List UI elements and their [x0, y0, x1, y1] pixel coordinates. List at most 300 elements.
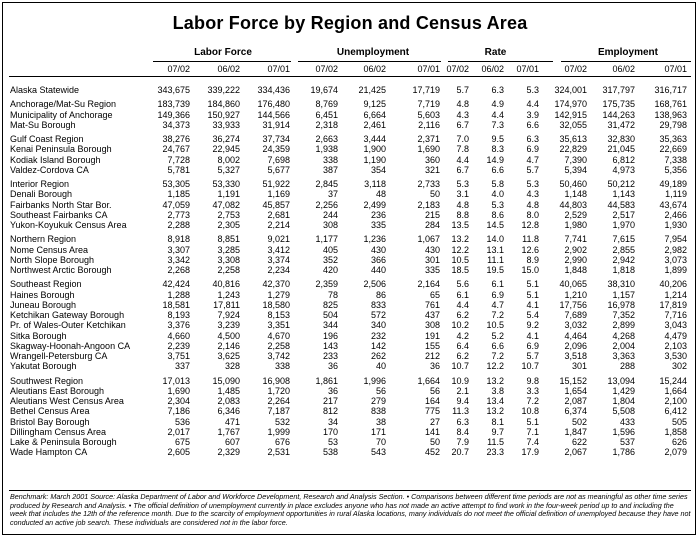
- area-name: Wade Hampton CA: [10, 447, 88, 458]
- rate-value: 17.9: [521, 447, 539, 458]
- labor-force-value: 2,264: [267, 396, 290, 406]
- employment-value: 1,786: [612, 447, 635, 458]
- labor-force-value: 7,924: [217, 310, 240, 320]
- employment-value: 2,902: [564, 244, 587, 255]
- rate-value: 4.4: [456, 299, 469, 310]
- employment-value: 31,472: [607, 119, 635, 130]
- rate-value: 23.3: [486, 447, 504, 458]
- employment-value: 302: [671, 361, 687, 372]
- unemployment-value: 155: [424, 340, 440, 351]
- labor-force-value: 2,329: [217, 447, 240, 458]
- employment-value: 626: [671, 437, 687, 447]
- rate-value: 5.3: [526, 179, 539, 189]
- labor-force-value: 1,690: [167, 385, 190, 396]
- unemployment-value: 40: [375, 361, 386, 372]
- unemployment-value: 17,719: [412, 85, 440, 95]
- unemployment-value: 321: [424, 164, 440, 175]
- rate-value: 11.8: [522, 234, 539, 245]
- unemployment-value: 143: [322, 340, 338, 351]
- area-name: Alaska Statewide: [10, 85, 80, 95]
- period-header-rate: 07/01: [516, 64, 539, 74]
- rate-value: 3.8: [491, 385, 504, 396]
- period-header-employment: 06/02: [612, 64, 635, 74]
- labor-force-value: 18,581: [162, 299, 190, 310]
- employment-value: 32,055: [559, 119, 587, 130]
- area-name: North Slope Borough: [10, 254, 95, 265]
- rate-value: 11.5: [487, 437, 504, 447]
- employment-value: 3,363: [612, 351, 635, 361]
- unemployment-value: 2,506: [363, 279, 386, 290]
- employment-value: 3,032: [564, 320, 587, 331]
- labor-force-value: 532: [274, 416, 290, 427]
- area-name: Skagway-Hoonah-Angoon CA: [10, 340, 131, 351]
- rate-value: 4.1: [526, 299, 539, 310]
- unemployment-value: 308: [424, 320, 440, 331]
- employment-value: 502: [571, 416, 587, 427]
- employment-value: 142,915: [554, 109, 587, 120]
- unemployment-value: 360: [424, 154, 440, 165]
- unemployment-value: 6,451: [315, 109, 338, 120]
- unemployment-value: 53: [327, 437, 338, 447]
- table-row: [3, 447, 697, 457]
- rate-value: 7.9: [456, 437, 469, 447]
- rate-value: 5.3: [456, 179, 469, 189]
- labor-force-value: 2,083: [217, 396, 240, 406]
- employment-value: 2,982: [664, 244, 687, 255]
- employment-value: 1,119: [665, 189, 687, 200]
- rate-value: 6.6: [491, 340, 504, 351]
- employment-value: 324,001: [554, 85, 587, 95]
- period-header-employment: 07/02: [564, 64, 587, 74]
- employment-value: 1,858: [664, 426, 687, 437]
- footnote: Benchmark: March 2001 Source: Alaska Department of Labor and Workforce Development, Research and Analysis Section. • Comparisons between different time periods are not as meaningful as other time series produced by Research and Analysis. • The official definition of unemployment currently in place excludes anyone who has not made an active attempt to find work in the four-week period up to and including the week that includes the 12th of the reference month. Due to the scarcity of employment opportunities in rural Alaska locations, many individuals do not meet the official definition of unemployed because they have not conducted an active job search. These individuals are considered not in the labor force.: [10, 492, 691, 527]
- employment-value: 1,848: [564, 265, 587, 275]
- unemployment-value: 217: [322, 396, 338, 406]
- period-header-rate: 06/02: [481, 64, 504, 74]
- labor-force-value: 51,922: [262, 179, 290, 189]
- labor-force-value: 4,500: [217, 330, 240, 341]
- area-name: Northwest Arctic Borough: [10, 265, 112, 275]
- unemployment-value: 34: [327, 416, 338, 427]
- unemployment-value: 21,425: [358, 85, 386, 95]
- rate-value: 12.2: [451, 244, 469, 255]
- rate-value: 6.1: [491, 279, 504, 290]
- rate-value: 10.5: [451, 254, 469, 265]
- unemployment-value: 335: [424, 265, 440, 275]
- unemployment-value: 65: [429, 289, 440, 300]
- rate-value: 15.0: [521, 265, 539, 275]
- unemployment-value: 1,938: [315, 144, 338, 155]
- labor-force-value: 24,767: [162, 144, 190, 155]
- employment-value: 38,310: [607, 279, 635, 290]
- unemployment-value: 70: [375, 437, 386, 447]
- rate-value: 5.7: [526, 351, 539, 361]
- labor-force-value: 24,359: [262, 144, 290, 155]
- area-name: Sitka Borough: [10, 330, 67, 341]
- labor-force-value: 3,412: [267, 244, 290, 255]
- unemployment-value: 2,116: [418, 119, 440, 130]
- employment-value: 2,517: [612, 209, 635, 220]
- labor-force-value: 3,625: [217, 351, 240, 361]
- labor-force-value: 3,308: [217, 254, 240, 265]
- rate-value: 6.7: [456, 164, 469, 175]
- labor-force-value: 2,305: [217, 220, 240, 230]
- labor-force-value: 1,720: [267, 385, 290, 396]
- group-rule-labor-force: [153, 61, 291, 62]
- rate-value: 4.1: [526, 330, 539, 341]
- labor-force-value: 2,017: [167, 426, 190, 437]
- labor-force-value: 2,258: [217, 265, 240, 275]
- unemployment-value: 2,499: [363, 199, 386, 210]
- rate-value: 7.3: [491, 119, 504, 130]
- rate-value: 5.7: [526, 164, 539, 175]
- table-row: [3, 200, 697, 210]
- employment-value: 505: [671, 416, 687, 427]
- footnote-rule: [9, 490, 691, 491]
- unemployment-value: 838: [370, 406, 386, 417]
- rate-value: 6.4: [456, 340, 469, 351]
- labor-force-value: 38,276: [162, 134, 190, 144]
- unemployment-value: 2,371: [417, 134, 440, 144]
- unemployment-value: 1,190: [363, 154, 386, 165]
- labor-force-value: 607: [224, 437, 240, 447]
- table-row: [3, 279, 697, 289]
- unemployment-value: 366: [370, 254, 386, 265]
- labor-force-value: 17,811: [213, 299, 240, 310]
- labor-force-value: 471: [224, 416, 240, 427]
- unemployment-value: 2,164: [417, 279, 440, 290]
- labor-force-value: 183,739: [157, 99, 190, 110]
- unemployment-value: 170: [322, 426, 338, 437]
- labor-force-value: 1,169: [267, 189, 290, 200]
- employment-value: 3,073: [664, 254, 687, 265]
- area-name: Gulf Coast Region: [10, 134, 84, 144]
- period-header-labor-force: 06/02: [217, 64, 240, 74]
- area-name: Valdez-Cordova CA: [10, 164, 89, 175]
- employment-value: 2,942: [612, 254, 635, 265]
- area-name: Lake & Peninsula Borough: [10, 437, 117, 447]
- period-header-labor-force: 07/02: [167, 64, 190, 74]
- unemployment-value: 572: [370, 310, 386, 320]
- table-row: [3, 179, 697, 189]
- labor-force-value: 536: [174, 416, 190, 427]
- rate-value: 6.7: [456, 119, 469, 130]
- employment-value: 5,394: [564, 164, 587, 175]
- unemployment-value: 437: [424, 310, 440, 320]
- rate-value: 20.7: [451, 447, 469, 458]
- employment-value: 1,847: [564, 426, 587, 437]
- unemployment-value: 430: [424, 244, 440, 255]
- rate-value: 5.7: [456, 85, 469, 95]
- unemployment-value: 420: [322, 265, 338, 275]
- table-row: [3, 320, 697, 330]
- employment-value: 1,818: [612, 265, 635, 275]
- unemployment-value: 2,183: [417, 199, 440, 210]
- area-name: Nome Census Area: [10, 244, 89, 255]
- employment-value: 288: [619, 361, 635, 372]
- group-rate: Rate: [484, 47, 507, 58]
- area-name: Dillingham Census Area: [10, 426, 107, 437]
- labor-force-value: 36,274: [212, 134, 240, 144]
- rate-value: 6.6: [526, 119, 539, 130]
- labor-force-value: 3,742: [267, 351, 290, 361]
- labor-force-value: 2,531: [267, 447, 290, 458]
- employment-value: 2,087: [564, 396, 587, 406]
- unemployment-value: 141: [424, 426, 440, 437]
- unemployment-value: 344: [322, 320, 338, 331]
- employment-value: 22,829: [559, 144, 587, 155]
- labor-force-value: 7,698: [267, 154, 290, 165]
- rate-value: 13.4: [486, 396, 504, 406]
- employment-value: 174,970: [554, 99, 587, 110]
- unemployment-value: 8,769: [315, 99, 338, 110]
- rate-value: 6.3: [491, 85, 504, 95]
- labor-force-value: 328: [224, 361, 240, 372]
- rate-value: 5.3: [491, 199, 504, 210]
- labor-force-value: 8,851: [217, 234, 240, 245]
- table-row: [3, 120, 697, 130]
- employment-value: 40,206: [659, 279, 687, 290]
- employment-value: 1,930: [664, 220, 687, 230]
- area-name: Municipality of Anchorage: [10, 109, 113, 120]
- group-employment: Employment: [597, 47, 658, 58]
- table-row: [3, 155, 697, 165]
- area-name: Southeast Region: [10, 279, 82, 290]
- table-row: [3, 331, 697, 341]
- group-rule-unemployment: [298, 61, 441, 62]
- area-name: Kenai Peninsula Borough: [10, 144, 112, 155]
- unemployment-value: 3,118: [364, 179, 386, 189]
- area-name: Ketchikan Gateway Borough: [10, 310, 125, 320]
- employment-value: 317,797: [602, 85, 635, 95]
- labor-force-value: 2,214: [267, 220, 290, 230]
- employment-value: 316,717: [654, 85, 687, 95]
- labor-force-value: 2,268: [167, 265, 190, 275]
- rate-value: 8.1: [491, 416, 504, 427]
- labor-force-value: 33,933: [212, 119, 240, 130]
- unemployment-value: 215: [424, 209, 440, 220]
- labor-force-value: 16,908: [262, 375, 290, 386]
- labor-force-value: 42,424: [162, 279, 190, 290]
- rate-value: 8.4: [456, 426, 469, 437]
- rate-value: 4.3: [456, 109, 469, 120]
- rate-value: 18.5: [451, 265, 469, 275]
- rate-value: 5.8: [491, 179, 504, 189]
- rate-value: 4.4: [456, 154, 469, 165]
- rate-value: 4.8: [526, 199, 539, 210]
- employment-value: 5,356: [664, 164, 687, 175]
- table-row: [3, 396, 697, 406]
- employment-value: 22,669: [659, 144, 687, 155]
- labor-force-value: 17,013: [162, 375, 190, 386]
- table-row: [3, 210, 697, 220]
- labor-force-value: 144,566: [257, 109, 290, 120]
- employment-value: 2,067: [564, 447, 587, 458]
- unemployment-value: 9,125: [363, 99, 386, 110]
- unemployment-value: 27: [429, 416, 440, 427]
- page-frame: [2, 2, 696, 535]
- rate-value: 9.8: [526, 375, 539, 386]
- rate-value: 11.1: [487, 254, 504, 265]
- rate-value: 4.0: [491, 189, 504, 200]
- employment-value: 301: [571, 361, 587, 372]
- unemployment-value: 171: [370, 426, 386, 437]
- unemployment-value: 543: [370, 447, 386, 458]
- area-name: Juneau Borough: [10, 299, 77, 310]
- employment-value: 1,664: [664, 385, 687, 396]
- rate-value: 2.1: [456, 385, 469, 396]
- labor-force-value: 1,279: [267, 289, 290, 300]
- unemployment-value: 1,996: [363, 375, 386, 386]
- labor-force-value: 3,239: [217, 320, 240, 331]
- employment-value: 44,803: [559, 199, 587, 210]
- rate-value: 5.6: [456, 279, 469, 290]
- labor-force-value: 2,234: [267, 265, 290, 275]
- employment-value: 1,429: [612, 385, 635, 396]
- labor-force-value: 9,021: [267, 234, 290, 245]
- labor-force-value: 339,222: [207, 85, 240, 95]
- unemployment-value: 37: [327, 189, 338, 200]
- rate-value: 10.2: [451, 320, 469, 331]
- labor-force-value: 7,187: [267, 406, 290, 417]
- rate-value: 10.9: [451, 375, 469, 386]
- employment-value: 17,819: [659, 299, 687, 310]
- employment-value: 144,263: [602, 109, 635, 120]
- unemployment-value: 2,359: [315, 279, 338, 290]
- unemployment-value: 775: [424, 406, 440, 417]
- labor-force-value: 34,373: [162, 119, 190, 130]
- employment-value: 1,970: [612, 220, 635, 230]
- unemployment-value: 538: [322, 447, 338, 458]
- group-rule-rate: [448, 61, 553, 62]
- labor-force-value: 4,660: [167, 330, 190, 341]
- rate-value: 13.2: [486, 375, 504, 386]
- rate-value: 11.3: [452, 406, 469, 417]
- rate-value: 5.1: [526, 279, 539, 290]
- area-name: Aleutians West Census Area: [10, 396, 124, 406]
- employment-value: 7,338: [664, 154, 687, 165]
- unemployment-value: 440: [370, 265, 386, 275]
- rate-value: 6.2: [456, 310, 469, 320]
- labor-force-value: 37,734: [262, 134, 290, 144]
- rate-value: 13.2: [451, 234, 469, 245]
- unemployment-value: 38: [375, 416, 386, 427]
- employment-value: 15,152: [559, 375, 587, 386]
- labor-force-value: 2,681: [267, 209, 290, 220]
- table-row: [3, 376, 697, 386]
- employment-value: 7,352: [612, 310, 635, 320]
- table-row: [3, 427, 697, 437]
- area-name: Northern Region: [10, 234, 77, 245]
- employment-value: 7,390: [564, 154, 587, 165]
- rate-value: 5.1: [526, 416, 539, 427]
- rate-value: 5.3: [526, 85, 539, 95]
- unemployment-value: 5,603: [417, 109, 440, 120]
- labor-force-value: 2,753: [217, 209, 240, 220]
- area-name: Fairbanks North Star Bor.: [10, 199, 112, 210]
- unemployment-value: 7,719: [417, 99, 440, 110]
- rate-value: 12.8: [521, 220, 539, 230]
- employment-value: 21,045: [607, 144, 635, 155]
- labor-force-value: 2,239: [167, 340, 190, 351]
- employment-value: 43,674: [659, 199, 687, 210]
- rate-value: 6.3: [456, 416, 469, 427]
- unemployment-value: 1,067: [417, 234, 440, 245]
- area-name: Interior Region: [10, 179, 70, 189]
- area-name: Yukon-Koyukuk Census Area: [10, 220, 127, 230]
- area-name: Bethel Census Area: [10, 406, 90, 417]
- unemployment-value: 761: [424, 299, 440, 310]
- employment-value: 50,212: [607, 179, 635, 189]
- labor-force-value: 3,342: [167, 254, 190, 265]
- employment-value: 537: [619, 437, 635, 447]
- employment-value: 1,210: [564, 289, 587, 300]
- unemployment-value: 56: [375, 385, 386, 396]
- unemployment-value: 825: [322, 299, 338, 310]
- labor-force-value: 7,186: [167, 406, 190, 417]
- unemployment-value: 308: [322, 220, 338, 230]
- employment-value: 17,756: [559, 299, 587, 310]
- employment-value: 6,812: [612, 154, 635, 165]
- employment-value: 2,103: [664, 340, 687, 351]
- header-rule: [9, 76, 691, 77]
- employment-value: 2,899: [612, 320, 635, 331]
- unemployment-value: 340: [370, 320, 386, 331]
- labor-force-value: 15,090: [212, 375, 240, 386]
- table-row: [3, 245, 697, 255]
- labor-force-value: 338: [274, 361, 290, 372]
- table-row: [3, 189, 697, 199]
- period-header-unemployment: 07/02: [315, 64, 338, 74]
- unemployment-value: 430: [370, 244, 386, 255]
- rate-value: 7.2: [526, 396, 539, 406]
- group-labor-force: Labor Force: [194, 47, 252, 58]
- unemployment-value: 335: [370, 220, 386, 230]
- unemployment-value: 387: [322, 164, 338, 175]
- labor-force-value: 1,999: [267, 426, 290, 437]
- data-table: [3, 85, 697, 458]
- rate-value: 7.2: [491, 310, 504, 320]
- labor-force-value: 2,605: [167, 447, 190, 458]
- labor-force-value: 2,304: [167, 396, 190, 406]
- labor-force-value: 337: [174, 361, 190, 372]
- area-name: Denali Borough: [10, 189, 73, 200]
- rate-value: 8.6: [491, 209, 504, 220]
- table-row: [3, 386, 697, 396]
- table-row: [3, 85, 697, 95]
- unemployment-value: 196: [322, 330, 338, 341]
- rate-value: 7.2: [491, 351, 504, 361]
- rate-value: 3.1: [456, 189, 469, 200]
- group-rule-employment: [561, 61, 691, 62]
- rate-value: 13.5: [451, 220, 469, 230]
- unemployment-value: 452: [424, 447, 440, 458]
- period-header-labor-force: 07/01: [267, 64, 290, 74]
- labor-force-value: 22,945: [212, 144, 240, 155]
- unemployment-value: 284: [424, 220, 440, 230]
- table-row: [3, 361, 697, 371]
- period-header-unemployment: 07/01: [417, 64, 440, 74]
- employment-value: 138,963: [654, 109, 687, 120]
- unemployment-value: 19,674: [310, 85, 338, 95]
- labor-force-value: 2,258: [267, 340, 290, 351]
- unemployment-value: 232: [370, 330, 386, 341]
- employment-value: 4,973: [612, 164, 635, 175]
- area-name: Pr. of Wales-Outer Ketchikan: [10, 320, 126, 331]
- labor-force-value: 4,670: [267, 330, 290, 341]
- rate-value: 6.9: [526, 144, 539, 155]
- employment-value: 7,615: [612, 234, 635, 245]
